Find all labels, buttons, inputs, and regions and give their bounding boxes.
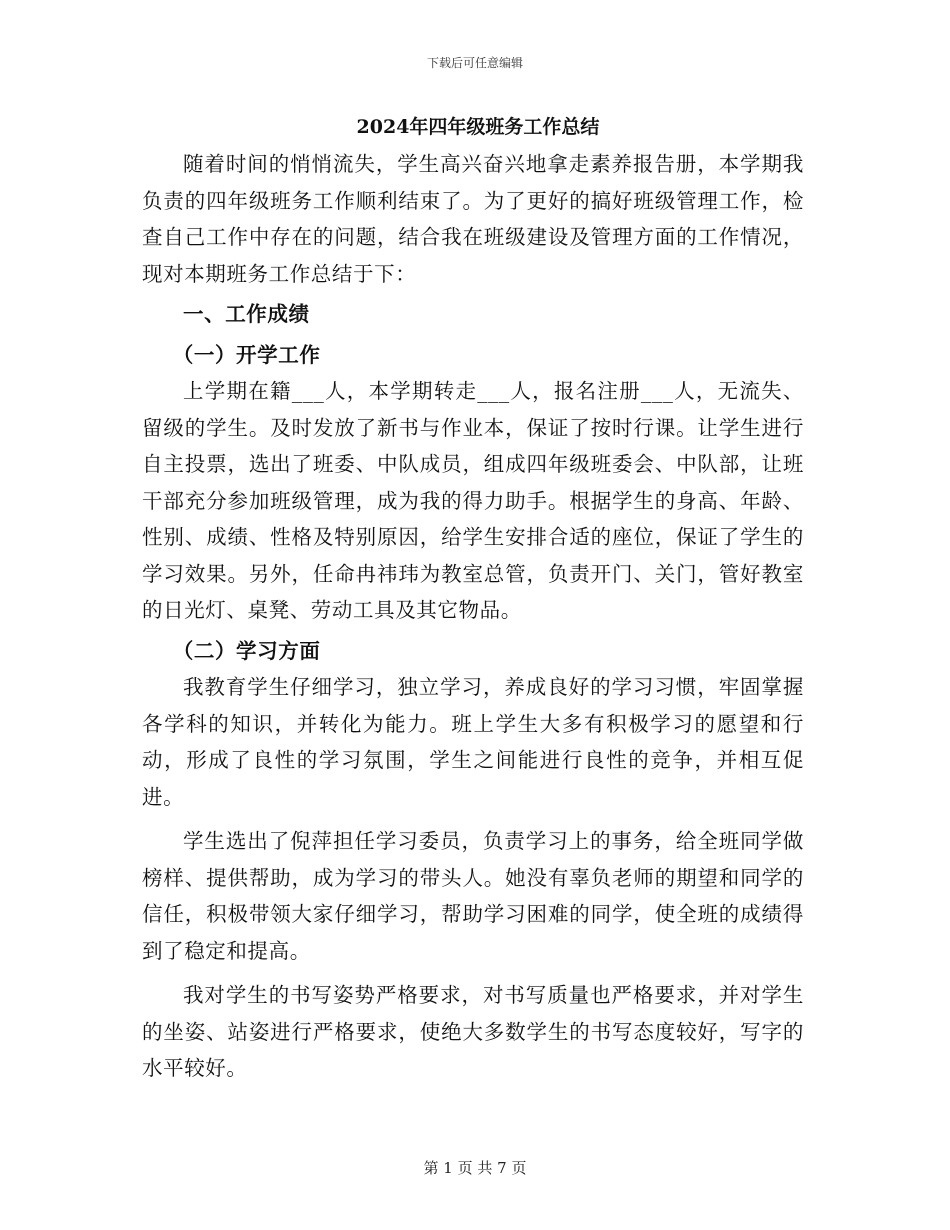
study-paragraph-2: 学生选出了倪萍担任学习委员，负责学习上的事务，给全班同学做榜样、提供帮助，成为学习的带头人。她没有辜负老师的期望和同学的信任，积极带领大家仔细学习，帮助学习困难的同学，使全班的成绩得到了稳定和提高。 — [142, 829, 804, 963]
study-paragraph-3: 我对学生的书写姿势严格要求，对书写质量也严格要求，并对学生的坐姿、站姿进行严格要求，使绝大多数学生的书写态度较好，写字的水平较好。 — [142, 983, 804, 1080]
school-start-paragraph: 上学期在籍___人，本学期转走___人，报名注册___人，无流失、留级的学生。及时发放了新书与作业本，保证了按时行课。让学生进行自主投票，选出了班委、中队成员，组成四年级班委会、中队部，让班干部充分参加班级管理，成为我的得力助手。根据学生的身高、年龄、性别、成绩、性格及特别原因，给学生安排合适的座位，保证了学生的学习效果。另外，任命冉祎玮为教室总管，负责开门、关门，管好教室的日光灯、桌凳、劳动工具及其它物品。 — [142, 379, 804, 622]
intro-paragraph: 随着时间的悄悄流失，学生高兴奋兴地拿走素养报告册，本学期我负责的四年级班务工作顺利结束了。为了更好的搞好班级管理工作，检查自己工作中存在的问题，结合我在班级建设及管理方面的工作情况，现对本期班务工作总结于下： — [142, 152, 804, 286]
page-footer: 第 1 页 共 7 页 — [423, 1159, 527, 1177]
document-body — [142, 112, 804, 1087]
subsection-heading-study: （二）学习方面 — [172, 638, 321, 663]
section-heading-achievements: 一、工作成绩 — [183, 302, 310, 326]
subsection-heading-school-start: （一）开学工作 — [172, 342, 321, 367]
study-paragraph-1: 我教育学生仔细学习，独立学习，养成良好的学习习惯，牢固掌握各学科的知识，并转化为能力。班上学生大多有积极学习的愿望和行动，形成了良性的学习氛围，学生之间能进行良性的竞争，并相互促进。 — [142, 675, 804, 809]
document-title: 2024年四年级班务工作总结 — [356, 116, 600, 138]
header-note: 下载后可任意编辑 — [426, 56, 523, 70]
